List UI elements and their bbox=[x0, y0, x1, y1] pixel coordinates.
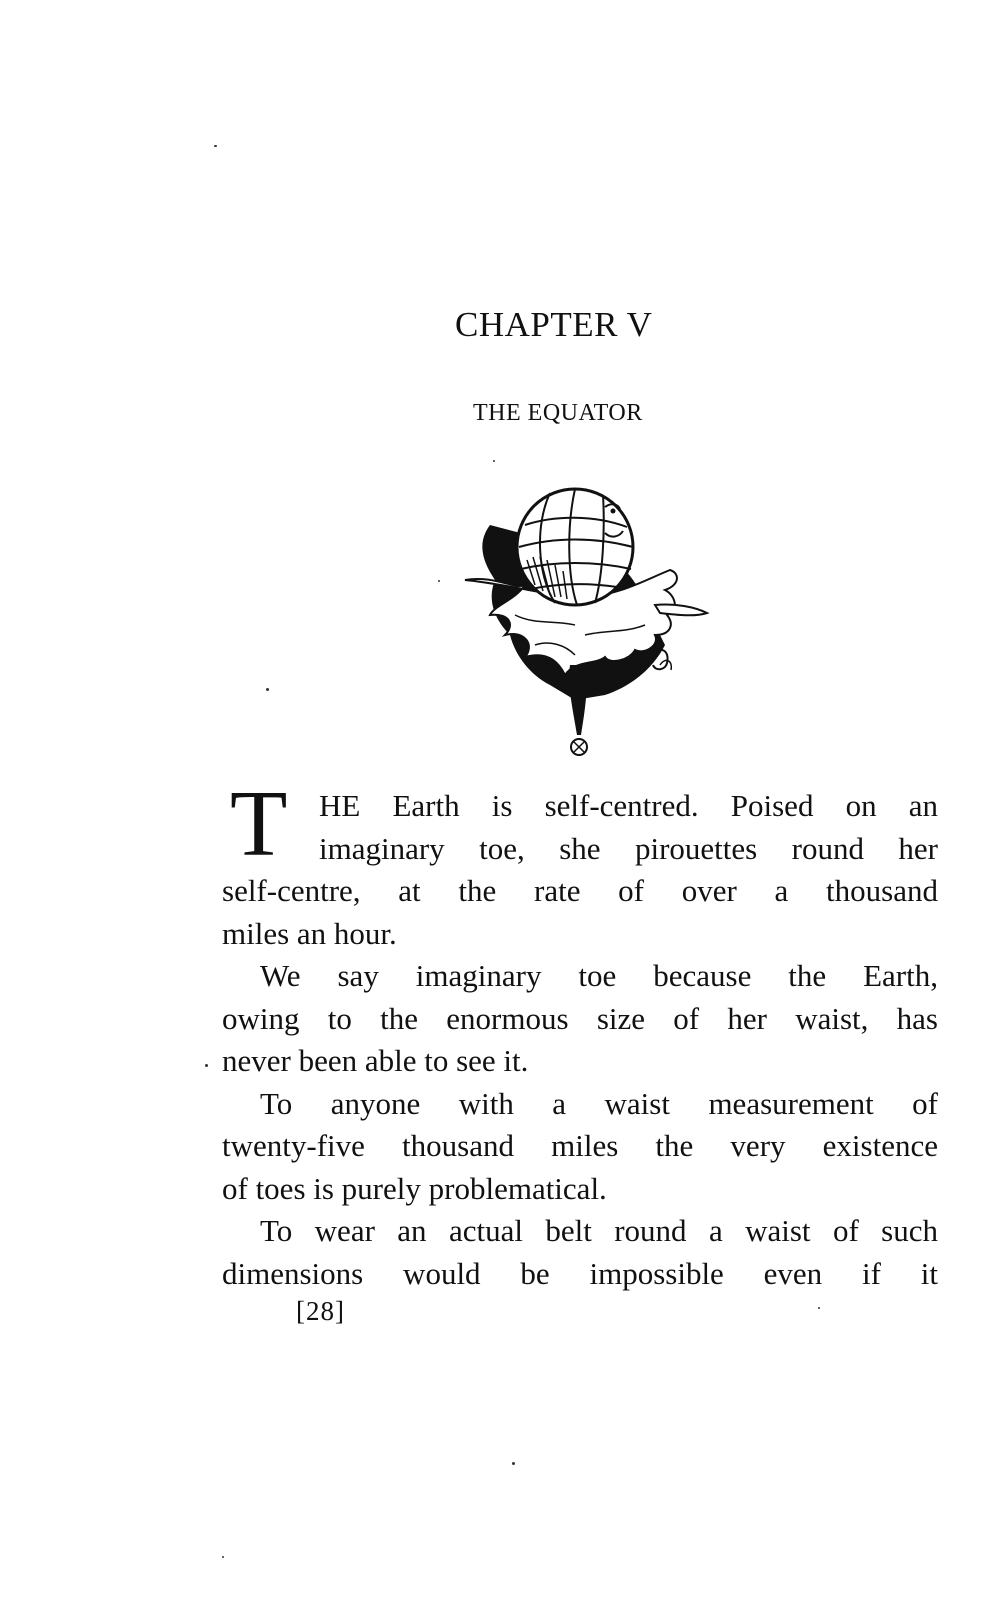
body-line: dimensions would be impossible even if it bbox=[222, 1255, 938, 1291]
paper-speck bbox=[438, 580, 440, 582]
paper-speck bbox=[205, 1064, 208, 1067]
body-line: To wear an actual belt round a waist of such bbox=[260, 1213, 938, 1248]
chapter-subtitle: THE EQUATOR bbox=[473, 400, 643, 426]
paper-speck bbox=[818, 1307, 820, 1309]
body-line: miles an hour. bbox=[222, 915, 397, 951]
paper-speck bbox=[214, 145, 217, 147]
body-line: We say imaginary toe because the Earth, bbox=[260, 958, 938, 993]
paper-speck bbox=[512, 1462, 515, 1465]
body-line: owing to the enormous size of her waist, has bbox=[222, 1000, 938, 1036]
drop-cap: T bbox=[230, 772, 288, 876]
body-line: twenty-five thousand miles the very existence bbox=[222, 1128, 938, 1163]
globe-vignette-icon bbox=[455, 485, 715, 770]
paper-speck bbox=[222, 1556, 224, 1558]
body-line: self-centre, at the rate of over a thousand bbox=[222, 873, 938, 908]
page-number: [28] bbox=[296, 1296, 345, 1326]
chapter-title: CHAPTER V bbox=[455, 305, 653, 344]
body-line: To anyone with a waist measurement of bbox=[260, 1085, 938, 1121]
body-line: of toes is purely problematical. bbox=[222, 1170, 607, 1206]
body-line: HE Earth is self-centred. Poised on an bbox=[319, 788, 938, 823]
body-line: never been able to see it. bbox=[222, 1043, 529, 1078]
paper-speck bbox=[266, 688, 269, 691]
body-line: imaginary toe, she pirouettes round her bbox=[319, 830, 938, 866]
chapter-body bbox=[222, 785, 938, 1295]
paper-speck bbox=[493, 460, 495, 462]
